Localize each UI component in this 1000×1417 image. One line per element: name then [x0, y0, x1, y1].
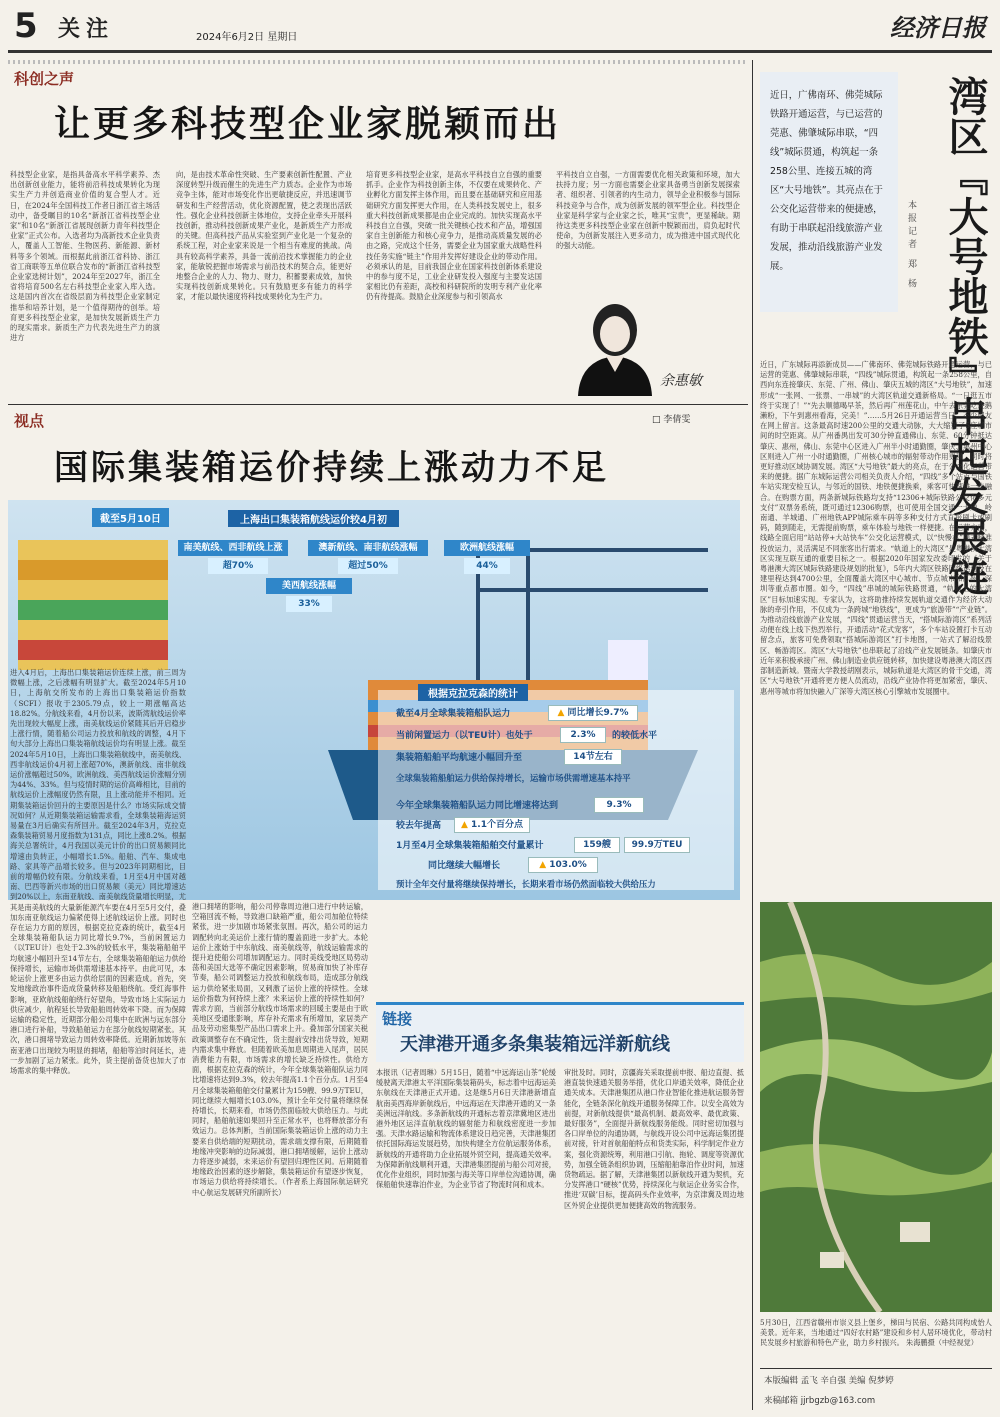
- stat-deliveries-label: 1月至4月全球集装箱船舶交付量累计: [396, 841, 544, 851]
- stat-fleet-capacity-value: 同比增长9.7%: [567, 708, 629, 718]
- route-value-south-america-west-africa: 超70%: [208, 558, 268, 574]
- article3-col1: 本报讯（记者周琳）5月15日，随着“中远海运山茶”轮缓缓驶离天津港太平洋国际集装箱码头，标志着中远海运美东航线在天津港正式开通。这是继5月6日天津港新增直航南美西海岸新航线后，中远海运在天津港开通的又一条美洲远洋航线。多条新航线的开通标志着京津冀地区进出港外地区运洋直航航线的辐射能力和航线密度进一步加强。天津水路运输和物流体系建设日趋完善，天津港集团依托国际海运发展趋势，加快构建全方位航运服务体系，新航线的开通将助力企业拓展外贸空间，提高通关效率。为保障新航线顺利开通，天津港集团提前与船公司对接，优化作业组织，同时加强与海关等口岸单位沟通协调，确保船舶快速靠泊作业，为企业节省了物流时间和成本。: [376, 1068, 556, 1190]
- triangle-up-icon: ▲: [539, 860, 547, 870]
- route-value-australia-south-africa: 超过50%: [338, 558, 398, 574]
- article2-headline: 国际集装箱运价持续上涨动力不足: [54, 448, 609, 488]
- stat-yoy-tag: [528, 857, 598, 873]
- stat-fleet-capacity-tag: [548, 705, 638, 721]
- triangle-up-icon: ▲: [557, 708, 565, 718]
- stat-growth-rate-label: 今年全球集装箱船队运力同比增速将达到: [396, 801, 559, 811]
- column-divider: [752, 60, 753, 1410]
- route-value-europe: 44%: [464, 558, 510, 574]
- article2-col1: 进入4月后，上海出口集装箱运价连续上涨，前三周为微幅上涨，之后涨幅有明显扩大。截至2024年5月10日，上海航交所发布的上海出口集装箱运价指数（SCFI）报收于2305.79点，较上一期涨幅高达18.82%。分航线来看，4月份以来，波斯湾航线运价率先出现较大幅度上涨，南美航线运价紧随其后开启稳步上涨行情，随着船公司运力投放和航线的调整，4月下旬大部分上海出口集装箱航线运价均有明显上涨。截至2024年5月10日，上海出口集装箱航线中，南美航线、西非航线运价4月初上涨超70%，澳新航线、南非航线运价涨幅超过50%，欧洲航线、美西航线运价涨幅分别为44%、33%。但与疫情时期的运价高峰相比，目前的航线运价上涨幅度仍然有限，且上涨动能并不相同。近期集装箱运价回升的主要原因是什么？市场实际成交情况如何？从近期集装箱运输需求看，全球集装箱海运贸易量在3月后确实有所回升。截至2024年3月，克拉克森集装箱贸易月度指数为131点，同比上涨8.2%。根据海关总署统计，4月我国以美元计价的出口贸易额同比增速由负转正，小幅增长1.5%。船舶、汽车、集成电路、家具等产品增长较多。但与2023年同期相比，目前的增幅仍较有限。分航线来看，1月至4月中国对越南、巴西等新兴市场的出口贸易额（美元）同比增速达到20%以上，东南亚航线、南美航线货量增长明显，尤其是南美航线的大量新能源汽车要在4月至5月交付，叠加东南亚航线运力偏紧使得上述航线运价上涨。同时也存在运力方面的原因，根据克拉克森的统计，截至4月全球集装箱船队运力同比增长9.7%，当前闲置运力（以TEU计）也处于2.3%的较低水平，集装箱船舶平均航速小幅回升至14节左右，全球集装箱船舶运力供给保持增长，运输市场供需增速基本持平。由此可见，本轮运价上涨更多由运力供给层面的因素造成。首先，突发地缘政治事件造成货量转移及船舶绕航。受红海事件影响，亚欧航线船舶绕行好望角，导致市场上实际运力供应减少，航程延长导致船舶周转效率下降。而为保障运输的稳定性，近期部分船公司集中在欧洲与远东部分港口进行补船，导致船舶运力在部分航线短期紧张。其次，港口拥堵导致运力周转效率降低。近期新加坡等东南亚港口出现较为明显的拥堵，船舶等泊时间延长，进一步加剧了运力紧张。此外，货主提前备货也加大了市场需求的集中释放。: [10, 668, 186, 1075]
- right-body: 近日，广东城际再添新成员——广佛南环、佛莞城际铁路开通运营，与已运营的莞惠、佛肇城际串联，“四线”城际贯通，构筑起一条258公里，自西向东连接肇庆、东莞、广州、佛山、肇庆五城的湾区“大号地铁”，加速形成“一张网、一张票、一串城”的大湾区轨道交通新格局。“一日逛五市终于实现了！”“先去顺德喝早茶，然后再广州莲花山，中午去东莞吃烧鹅濑粉，下午到惠州看海，完美！”……5月26日开通运营当日，不少网友在网上留言。这条最高时速200公里的交通大动脉，大大缩短了5座城市间的时空距离。从广州番禺出发可30分钟直通佛山、东莞、60分钟抵达肇庆、惠州，佛山、东莞中心区进入广州半小时通勤圈，肇庆、惠州中心区则进入广州一小时通勤圈，广州核心城市的辐射带动作用更强，同时将更好推动区域协调发展。湾区“大号地铁”最大的亮点，在于公交化运营带来的便捷。据广东城际运营公司相关负责人介绍，“四线”多个站点与国铁车站实现安检互认，与邻近的国铁、地铁便捷换乘，乘客可快速进一步融合。在购票方面，两条新城际铁路均支持“12306+城际铁路公交化多元支付”双票务系统，既可通过12306购票，也可使用全国交通一卡通、岭南通、羊城通、广州地铁APP城际乘车码等多种支付方式直接刷卡或刷码，随到随走，无需提前购票，乘车体验与地铁一样便捷。在运营方面，线路全面启用“站站停+大站快车”公交化运营模式，以“快慢车”模式精准投放运力，灵活满足不同旅客出行需求。“轨道上的大湾区”是粤港澳大湾区实现互联互通的重要目标之一。根据2020年国家发改委印发的《关于粤港澳大湾区城际铁路建设规划的批复》，5年内大湾区铁路网络运营及在建里程达到4700公里，全面覆盖大湾区中心城市、节点城市和广州、深圳等重点都市圈。如今，“四线”串城的城际铁路贯通，“轨道上的大湾区”目标加速实现。专家认为，这将助推持续发展轨道交通作为经济大动脉的牵引作用，不仅成为一条跨城“地铁线”，更成为“旅游带”“产业链”。为推动沿线旅游产业发展，“四线”贯通运营当天，“搭城际游湾区”系列活动便在线上线下热烈举行，开通活动“花式宠客”，多个车站设置打卡互动留念点，旅客可免费领取“搭城际游湾区”打卡地图，一站式了解沿线景区、畅游湾区。湾区“大号地铁”也串联起了沿线产业发展链条。如肇庆市近年来积极承接广州、佛山制造业供应链转移，加快建设粤港澳大湾区西部制造新城。暨南大学教授胡刚表示，城际轨道是大湾区的骨干交通，湾区“大号地铁”开通将更方便人员流动，沿线产业协作将更加紧密，肇庆、惠州等城市将加快融入广深等大湾区核心引擎城市发展圈中。: [760, 360, 992, 696]
- article3-headline: 天津港开通多条集装箱远洋新航线: [400, 1034, 670, 1055]
- article2-author-name: 李倩雯: [663, 415, 691, 425]
- stat-yoy-label: 同比继续大幅增长: [428, 861, 501, 871]
- article2-author: □ 李倩雯: [652, 415, 691, 425]
- article1-col4: 平科技自立自强，一方面需要优化相关政策和环境，加大扶持力度；另一方面也需要企业家具备勇当创新发展探索者、组织者、引领者的内生动力，领导企业积极参与国际科技竞争与合作，成为创新发展的领军型企业。科技型企业家是科学家与企业家之长，唯其“宝贵”，更显稀缺。期待这类更多科技型企业家在创新中脱颖而出，肩负起时代使命，为创新发展注入更多动力，成为推进中国式现代化的强大动能。: [556, 170, 740, 251]
- article3-col2: 审批及时。同时，京疆海关采取提前申报、船边直提、抵港直装快速通关服务举措，优化口岸通关效率，降低企业通关成本。天津港集团从港口作业智能化推进航运服务智能化，全链条深化航线开通服务保障工作。以安全高效为前提，对新航线提供“最高机制、最高效率、最优政策、最好服务”，全面提升新航线服务能级。同时密切加强与各口岸单位的沟通协调，与航线开设公司中远海运集团提前对接，针对首航船舶特点和货类实际，科学制定作业方案，强化资源统筹，利用港口引航、拖轮、调度等资源优势，加强全链条组织协调，压缩船舶靠泊作业时间，加速货物疏运。据了解，天津港集团以新航线开通为契机，充分发挥港口“硬核”优势，持续深化与航运企业务实合作，推进‘双碳’目标，提高码头作业效率，为京津冀及周边地区外贸企业提供更加便捷高效的物流服务。: [564, 1068, 744, 1210]
- route-value-us-west: 33%: [286, 596, 332, 612]
- section-divider: [8, 404, 748, 405]
- container-stack: [18, 540, 168, 670]
- infographic-as-of: 截至5月10日: [92, 508, 169, 527]
- stat-increase-label: 较去年提高: [396, 821, 442, 831]
- page-number: 5: [14, 6, 38, 46]
- photo-caption: 5月30日，江西省赣州市崇义县上堡乡，梯田与民宿、公路共同构成怡人美景。近年来，当地通过“四好农村路”建设和乡村人居环境优化，带动村民发展乡村旅游和特色产业，助力乡村振兴。 朱海鹏摄（中经视觉）: [760, 1318, 992, 1348]
- kicker-viewpoint: 视点: [14, 412, 45, 430]
- terrace-photo: [760, 902, 992, 1312]
- stat-outlook: 预计全年交付量将继续保持增长，长期来看市场仍然面临较大供给压力: [396, 879, 656, 889]
- dotted-rule: [8, 60, 748, 64]
- route-chip-south-america-west-africa: 南美航线、西非航线上涨: [178, 540, 288, 556]
- right-reporter: 本报记者 郑 杨: [906, 200, 916, 292]
- footer-rule: [760, 1368, 992, 1369]
- author-signature: 余惠敏: [660, 373, 702, 389]
- stat-fleet-capacity-label: 截至4月全球集装箱船队运力: [396, 709, 511, 719]
- kicker-link: 链接: [382, 1010, 413, 1028]
- article2-col2: 港口拥堵的影响，船公司停靠周边港口进行中转运输，空箱回流不畅，导致港口缺箱严重，船公司加舱位特续紧张，进一步加剧市场紧张氛围。再次，船公司的运力调配转向北美运价上涨行情的覆盖面进一步扩大。本轮运价上涨始于中东航线、南美航线等，航线运输需求的提升迫使船公司增加调配运力。同时美线受地区局势动荡和美国大选等不确定因素影响，贸易商加快了补库存节奏，船公司调整运力投放和航线布局，造成部分航线运力供给紧张局面，又刺激了运价上涨的持续性。全球运价指数为何持续上涨？未来运价上涨的持续性如何？需求方面，当前部分航线市场需求的回暖主要是由于欧美地区受通胀影响，库存补充需求有所增加，家居类产品及劳动密集型产品出口需求上升。叠加部分国家关税政策调整存在不确定性，货主提前安排出货导致，短期内需求集中释放。但随着欧美加息周期进入尾声，居民消费能力有限，市场需求的增长缺乏持续性。供给方面，根据克拉克森的统计，今年全球集装箱船队运力同比增速将达到9.3%，较去年提高1.1个百分点。1月至4月全球集装箱船舶交付量累计为159艘、99.9万TEU，同比继续大幅增长103.0%，预计全年交付量将继续保持增长，长期来看，市场仍然面临较大供给压力。与此同时，船舶航速如果回升至正常水平，也将释放部分有效运力。总体判断，当前国际集装箱运价上涨的动力主要来自供给端的短期扰动，需求端支撑有限，后期随着地缘冲突影响的边际减弱，港口拥堵缓解，运价上涨动力将逐步减弱，未来运价有望回归理性区间。后期随着地缘政治因素的逐步解除，集装箱运价有望逐步恢复，市场运力供给将持续增长。（作者系上海国际航运研究中心航运发展研究所副所长）: [192, 902, 368, 1197]
- route-chip-europe: 欧洲航线涨幅: [444, 540, 530, 556]
- stat-increase-tag: [454, 817, 530, 833]
- section-name: 关注: [58, 16, 115, 42]
- article1-col3: 培育更多科技型企业家，是高水平科技自立自强的重要抓手。企业作为科技创新主体，不仅要在成果转化、产业孵化方面发挥主体作用，而且要在基础研究和应用基础研究方面发挥更大作用，在人类科技发展史上，很多重大科技创新成果都是由企业完成的。加快实现高水平科技自立自强，突破一批关键核心技术和产品，增强国家自主创新能力和核心竞争力，是推动高质量发展的必由之路，完成这个任务，需要企业为国家重大战略性科技任务实施“链主”作用并发挥好建设企业的带动作用。必须承认的是，目前我国企业在国家科技创新体系建设中的参与度不足，工业企业研发投入强度与主要发达国家相比仍有差距，高校和科研院所的发明专利产业化率仍有待提高。鼓励企业深度参与和引领高水: [366, 170, 542, 302]
- right-lead-box: 近日，广佛南环、佛莞城际铁路开通运营，与已运营的莞惠、佛肇城际串联，“四线”城际贯通，构筑起一条258公里、连接五城的湾区“大号地铁”。其亮点在于公交化运营带来的便捷感，有助于串联起沿线旅游产业发展，推动沿线旅游产业发展。: [760, 72, 898, 312]
- footer-email: 来稿邮箱 jjrbgzb@163.com: [764, 1396, 876, 1406]
- stats-title: 根据克拉克森的统计: [418, 684, 528, 701]
- stat-idle-capacity-suffix: 的较低水平: [612, 731, 658, 741]
- route-chip-australia-south-africa: 澳新航线、南非航线涨幅: [308, 540, 428, 556]
- stat-idle-capacity-label: 当前闲置运力（以TEU计）也处于: [396, 731, 533, 741]
- author-portrait: [560, 290, 670, 396]
- triangle-up-icon: ▲: [460, 820, 468, 830]
- article1-col2: 向，是由技术革命性突破、生产要素创新性配置、产业深度转型升级而催生的先进生产力质态。企业作为市场竞争主体，能对市场变化作出更敏捷反应，并迅速调节研发和生产经营活动，优化资源配置，使之表现出活跃性。强化企业科技创新主体地位，支持企业牵头开展科技创新，推动科技创新成果产业化，是新质生产力形成的关键。但高科技产品从实验室到产业化是一个复杂的系统工程，对企业家来说是一个相当有难度的挑战。尚具有较高科学素养，具备一流前沿技术掌握能力的企业家，能敏锐把握市场需求与前沿技术的契合点，能更好地整合企业的人力、物力、财力，积蓄要素成效，加快实现科技创新成果转化。只有鼓励更多有能力的科学家，才能以最快速度将科技成果转化为生产力。: [176, 170, 352, 302]
- stat-increase-value: 1.1个百分点: [471, 820, 523, 830]
- stat-deliveries-teu: 99.9万TEU: [624, 837, 690, 853]
- article1-col1: 科技型企业家，是指具备高水平科学素养、杰出创新创业能力，能将前沿科技成果转化为现实生产力并创造商业价值的复合型人才。近日，在2024年全国科技工作者日浙江省主场活动中，备受瞩目的10名“新浙江省科技型企业家”和10名“新浙江省展现创新力青年科技型企业家”正式公布。入选者均为高新技术企业负责人，覆盖人工智能、生物医药、新能源、新材料等多个领域。而根据此前浙江省科协、浙江省工商联等五单位联合发布的“新浙江省科技型企业家选树计划”，2024年至2027年，浙江全省将培育500名左右科技型企业家入库入选。这是国内首次在省级层面为科技型企业家制定推举和培养计划，是一个值得期待的创举。培育更多科技型企业家，是加快发展新质生产力的现实需求。新质生产力代表先进生产力的演进方: [10, 170, 160, 343]
- stat-avg-speed-label: 集装箱船舶平均航速小幅回升至: [396, 753, 523, 763]
- infographic-chart-title: 上海出口集装箱航线运价较4月初: [228, 510, 399, 527]
- right-headline: 湾区『大号地铁』串起发展链: [942, 76, 988, 596]
- article1-headline: 让更多科技型企业家脱颖而出: [54, 104, 562, 145]
- stat-growth-rate-value: 9.3%: [594, 797, 644, 813]
- footer-editor: 本版编辑 孟飞 辛自强 美编 倪梦婷: [764, 1376, 894, 1386]
- newspaper-logo: 经济日报: [890, 13, 986, 42]
- route-chip-us-west: 美西航线涨幅: [266, 578, 352, 594]
- masthead-rule: [8, 50, 992, 53]
- stat-yoy-value: 103.0%: [549, 860, 587, 870]
- kicker-tech-voice: 科创之声: [14, 70, 75, 88]
- stat-avg-speed-value: 14节左右: [564, 749, 622, 765]
- stat-deliveries-ships: 159艘: [574, 837, 620, 853]
- issue-date: 2024年6月2日 星期日: [196, 32, 298, 43]
- stat-supply-summary: 全球集装箱船舶运力供给保持增长，运输市场供需增速基本持平: [396, 773, 631, 783]
- stat-idle-capacity-value: 2.3%: [560, 727, 606, 743]
